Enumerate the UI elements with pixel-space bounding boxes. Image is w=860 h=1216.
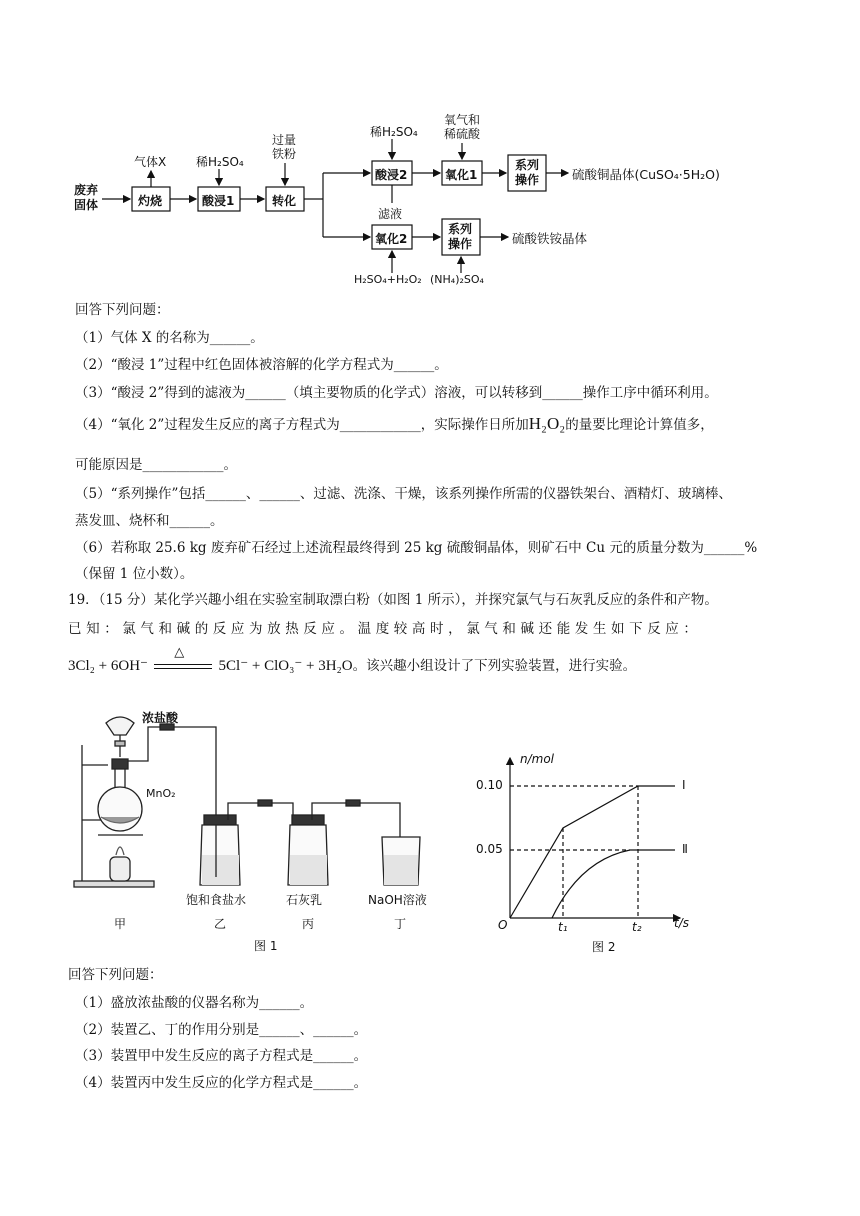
oxidation-2-box: 氧化2 [375, 232, 408, 246]
sat-nacl-label: 饱和食盐水 [186, 893, 247, 907]
heat-symbol: △ [174, 644, 185, 660]
acid-leach-1-box: 酸浸1 [202, 194, 235, 208]
q18-item-4-a: （4）“氧化 2”过程发生反应的离子方程式为____________，实际操作日所加 [75, 417, 529, 433]
roast-box: 灼烧 [138, 194, 163, 208]
fig1-caption: 图 1 [254, 939, 278, 953]
gas-x-label: 气体X [134, 155, 167, 169]
yi-label: 乙 [214, 917, 227, 931]
ding-label: 丁 [394, 917, 407, 931]
excess-iron-label: 过量 铁粉 [272, 133, 297, 161]
q18-item-4 [75, 414, 714, 435]
graph-figure [476, 750, 710, 955]
q18-item-6-cont: （保留 1 位小数）。 [75, 566, 194, 582]
reagent-h2so4-h2o2: H₂SO₄+H₂O₂ [354, 273, 422, 286]
q19-line-2: 已知：氯气和碱的反应为放热反应。温度较高时，氯气和碱还能发生如下反应： [68, 621, 702, 637]
q18-item-4-cont: 可能原因是____________。 [75, 457, 237, 473]
graph-xtick-t1: t₁ [558, 920, 568, 934]
equation-left: 3Cl₂ + 6OH⁻ [68, 658, 148, 674]
equals-line-1 [154, 664, 212, 665]
curve-label-I: I [682, 778, 686, 792]
conc-hcl-label: 浓盐酸 [142, 711, 179, 725]
equation-right: 5Cl⁻ + ClO₃⁻ + 3H₂O [218, 658, 353, 674]
graph-origin: O [498, 918, 508, 932]
dilute-h2so4-label-1: 稀H₂SO₄ [196, 155, 244, 169]
curve-I [510, 786, 675, 918]
process-flowchart [60, 105, 760, 290]
q19-intro: 回答下列问题： [68, 967, 163, 983]
jia-label: 甲 [114, 917, 127, 931]
q18-intro: 回答下列问题： [75, 302, 170, 318]
q18-item-5: （5）“系列操作”包括______、______、过滤、洗涤、干燥，该系列操作所需的仪器铁架台、酒精灯、玻璃棒、 [75, 486, 732, 502]
mno2-label: MnO₂ [146, 787, 176, 800]
oxidation-1-box: 氧化1 [445, 168, 478, 182]
graph-ytick-010: 0.10 [476, 778, 503, 792]
naoh-label: NaOH溶液 [368, 893, 427, 907]
bing-label: 丙 [302, 917, 315, 931]
graph-xtick-t2: t₂ [632, 920, 642, 934]
q19-item-1: （1）盛放浓盐酸的仪器名称为______。 [75, 995, 314, 1011]
series-operation-box-1: 系列 操作 [515, 158, 540, 187]
apparatus-figure [68, 705, 448, 955]
q18-item-4-b: 的量要比理论计算值多， [565, 417, 714, 433]
curve-label-II: Ⅱ [682, 842, 688, 856]
q19-line-1: 19．（15 分）某化学兴趣小组在实验室制取漂白粉（如图 1 所示），并探究氯气与石灰乳反应的条件和产物。 [68, 592, 718, 608]
curve-II [552, 850, 675, 918]
product-copper-sulfate: 硫酸铜晶体(CuSO₄·5H₂O) [572, 167, 720, 182]
q19-item-4: （4）装置丙中发生反应的化学方程式是______。 [75, 1075, 368, 1091]
q18-item-6: （6）若称取 25.6 kg 废弃矿石经过上述流程最终得到 25 kg 硫酸铜晶体，则矿石中 Cu 元的质量分数为______% [75, 540, 758, 556]
q18-item-3: （3）“酸浸 2”得到的滤液为______（填主要物质的化学式）溶液，可以转移到______操作工序中循环利用。 [75, 385, 718, 401]
q18-item-2: （2）“酸浸 1”过程中红色固体被溶解的化学方程式为______。 [75, 357, 448, 373]
lime-milk-label: 石灰乳 [286, 893, 323, 907]
h2o2-formula: H₂O₂ [528, 414, 566, 433]
graph-ytick-005: 0.05 [476, 842, 503, 856]
acid-leach-2-box: 酸浸2 [375, 168, 408, 182]
graph-xlabel: t/s [674, 916, 689, 930]
equation-arrow [152, 644, 214, 677]
q19-item-2: （2）装置乙、丁的作用分别是______、______。 [75, 1022, 368, 1038]
reagent-ammonium-sulfate: (NH₄)₂SO₄ [430, 273, 484, 286]
oxygen-acid-label: 氧气和 稀硫酸 [444, 113, 481, 141]
q18-item-5-cont: 蒸发皿、烧杯和______。 [75, 513, 224, 529]
product-ferric-ammonium-sulfate: 硫酸铁铵晶体 [512, 231, 588, 246]
series-operation-box-2: 系列 操作 [448, 222, 473, 251]
conversion-box: 转化 [272, 194, 297, 208]
equals-line-2 [154, 668, 212, 669]
dilute-h2so4-label-2: 稀H₂SO₄ [370, 125, 418, 139]
q19-item-3: （3）装置甲中发生反应的离子方程式是______。 [75, 1048, 368, 1064]
q18-item-1: （1）气体 X 的名称为______。 [75, 330, 264, 346]
graph-ylabel: n/mol [520, 752, 555, 766]
fig2-caption: 图 2 [592, 940, 616, 954]
q19-equation-line [68, 644, 637, 686]
q19-line-3-tail: 。该兴趣小组设计了下列实验装置，进行实验。 [352, 658, 637, 674]
waste-solid-label: 废弃 固体 [74, 183, 99, 212]
filtrate-label: 滤液 [378, 207, 403, 221]
